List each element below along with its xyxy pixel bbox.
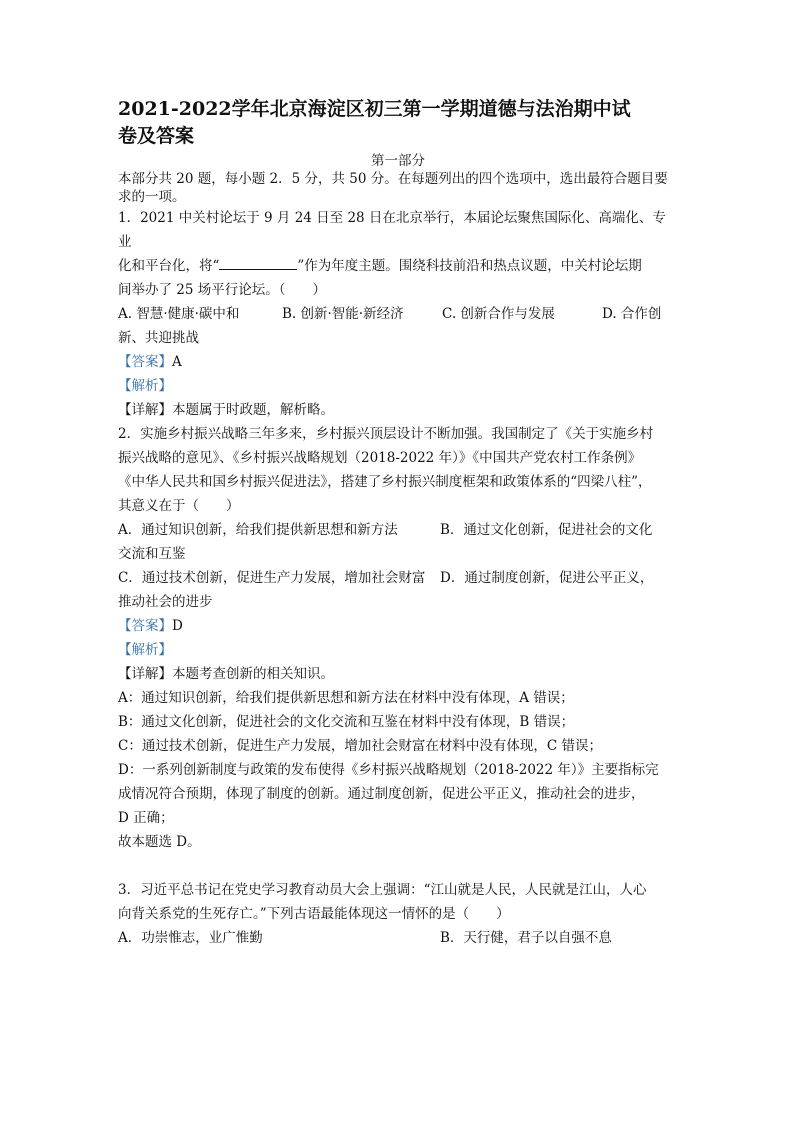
section-heading: 第一部分	[371, 153, 425, 169]
spacer	[118, 854, 678, 878]
q1-stem-line-1: 1．2021 中关村论坛于 9 月 24 日至 28 日在北京举行，本届论坛聚焦国际化、高端化、专业	[118, 210, 666, 250]
q2-option-d-cont: 推动社会的进步	[118, 594, 213, 610]
q2-stem-line-1: 2．实施乡村振兴战略三年多来，乡村振兴顶层设计不断加强。我国制定了《关于实施乡村	[118, 426, 654, 442]
q1-stem-line-2	[118, 254, 678, 278]
q3-stem-line-2: 向背关系党的生死存亡。”下列古语最能体现这一情怀的是（ ）	[118, 906, 510, 922]
q2-analysis-a: A：通过知识创新，给我们提供新思想和新方法在材料中没有体现，A 错误；	[118, 690, 574, 706]
q2-analysis-b: B：通过文化创新，促进社会的文化交流和互鉴在材料中没有体现，B 错误；	[118, 714, 575, 730]
q2-detail-text: 本题考查创新的相关知识。	[172, 666, 334, 682]
q1-option-a: A. 智慧·健康·碳中和	[118, 306, 240, 322]
title-line-2: 卷及答案	[118, 125, 195, 147]
q1-analysis-tag: 【解析】	[118, 378, 172, 394]
q1-answer-tag: 【答案】	[118, 354, 172, 370]
q2-detail	[118, 662, 678, 686]
q2-option-d: D．通过制度创新，促进公平正义，	[440, 570, 654, 586]
q1-options-row	[118, 302, 678, 326]
q2-conclusion: 故本题选 D。	[118, 834, 201, 850]
q1-stem-pre: 化和平台化，将“	[118, 258, 220, 274]
q1-answer	[118, 350, 678, 374]
instructions-line-1: 本部分共 20 题，每小题 2．5 分，共 50 分。在每题列出的四个选项中，选出最符合题目要	[118, 171, 668, 187]
q2-analysis-d-line-1: D：一系列创新制度与政策的发布使得《乡村振兴战略规划（2018-2022 年）》主要指标完	[118, 762, 659, 778]
q1-option-d-cont: 新、共迎挑战	[118, 330, 199, 346]
q1-stem-line-3: 间举办了 25 场平行论坛。（ ）	[118, 282, 327, 298]
document-page	[118, 96, 678, 950]
q2-answer	[118, 614, 678, 638]
q3-option-a: A．功崇惟志，业广惟勤	[118, 930, 263, 946]
q1-option-c: C. 创新合作与发展	[442, 306, 555, 322]
q2-detail-tag: 【详解】	[118, 666, 172, 682]
q1-option-b: B. 创新·智能·新经济	[282, 306, 404, 322]
q2-stem-line-4: 其意义在于（ ）	[118, 498, 240, 514]
q1-option-d: D. 合作创	[602, 306, 662, 322]
title-line-1: 2021-2022学年北京海淀区初三第一学期道德与法治期中试	[118, 98, 631, 120]
q2-analysis-tag: 【解析】	[118, 642, 172, 658]
q2-answer-value: D	[172, 618, 183, 634]
q1-detail-tag: 【详解】	[118, 402, 172, 418]
q1-detail	[118, 398, 678, 422]
q2-option-b-cont: 交流和互鉴	[118, 546, 186, 562]
q2-analysis-d-line-3: D 正确；	[118, 810, 174, 826]
q2-analysis-d-line-2: 成情况符合预期，体现了制度的创新。通过制度创新，促进公平正义，推动社会的进步，	[118, 786, 645, 802]
q2-stem-line-3: 《中华人民共和国乡村振兴促进法》，搭建了乡村振兴制度框架和政策体系的“四梁八柱”，	[118, 474, 652, 490]
q1-stem-post: ”作为年度主题。围绕科技前沿和热点议题，中关村论坛期	[297, 258, 642, 274]
q2-option-b: B．通过文化创新，促进社会的文化	[440, 522, 653, 538]
q3-options-row-1	[118, 926, 678, 950]
document-title	[118, 96, 678, 150]
q3-option-b: B．天行健，君子以自强不息	[440, 930, 612, 946]
q2-answer-tag: 【答案】	[118, 618, 172, 634]
q2-option-c: C．通过技术创新，促进生产力发展，增加社会财富	[118, 570, 426, 586]
instructions-line-2: 求的一项。	[118, 189, 186, 205]
q1-answer-blank	[219, 255, 297, 270]
q2-option-a: A．通过知识创新，给我们提供新思想和新方法	[118, 522, 398, 538]
q2-options-row-1	[118, 518, 678, 542]
q1-answer-value: A	[172, 354, 182, 370]
q2-options-row-2	[118, 566, 678, 590]
q2-stem-line-2: 振兴战略的意见》、《乡村振兴战略规划（2018-2022 年）》《中国共产党农村工作条例》	[118, 450, 642, 466]
q2-analysis-c: C：通过技术创新，促进生产力发展，增加社会财富在材料中没有体现，C 错误；	[118, 738, 602, 754]
q3-stem-line-1: 3．习近平总书记在党史学习教育动员大会上强调：“江山就是人民，人民就是江山，人心	[118, 882, 647, 898]
q1-detail-text: 本题属于时政题，解析略。	[172, 402, 334, 418]
